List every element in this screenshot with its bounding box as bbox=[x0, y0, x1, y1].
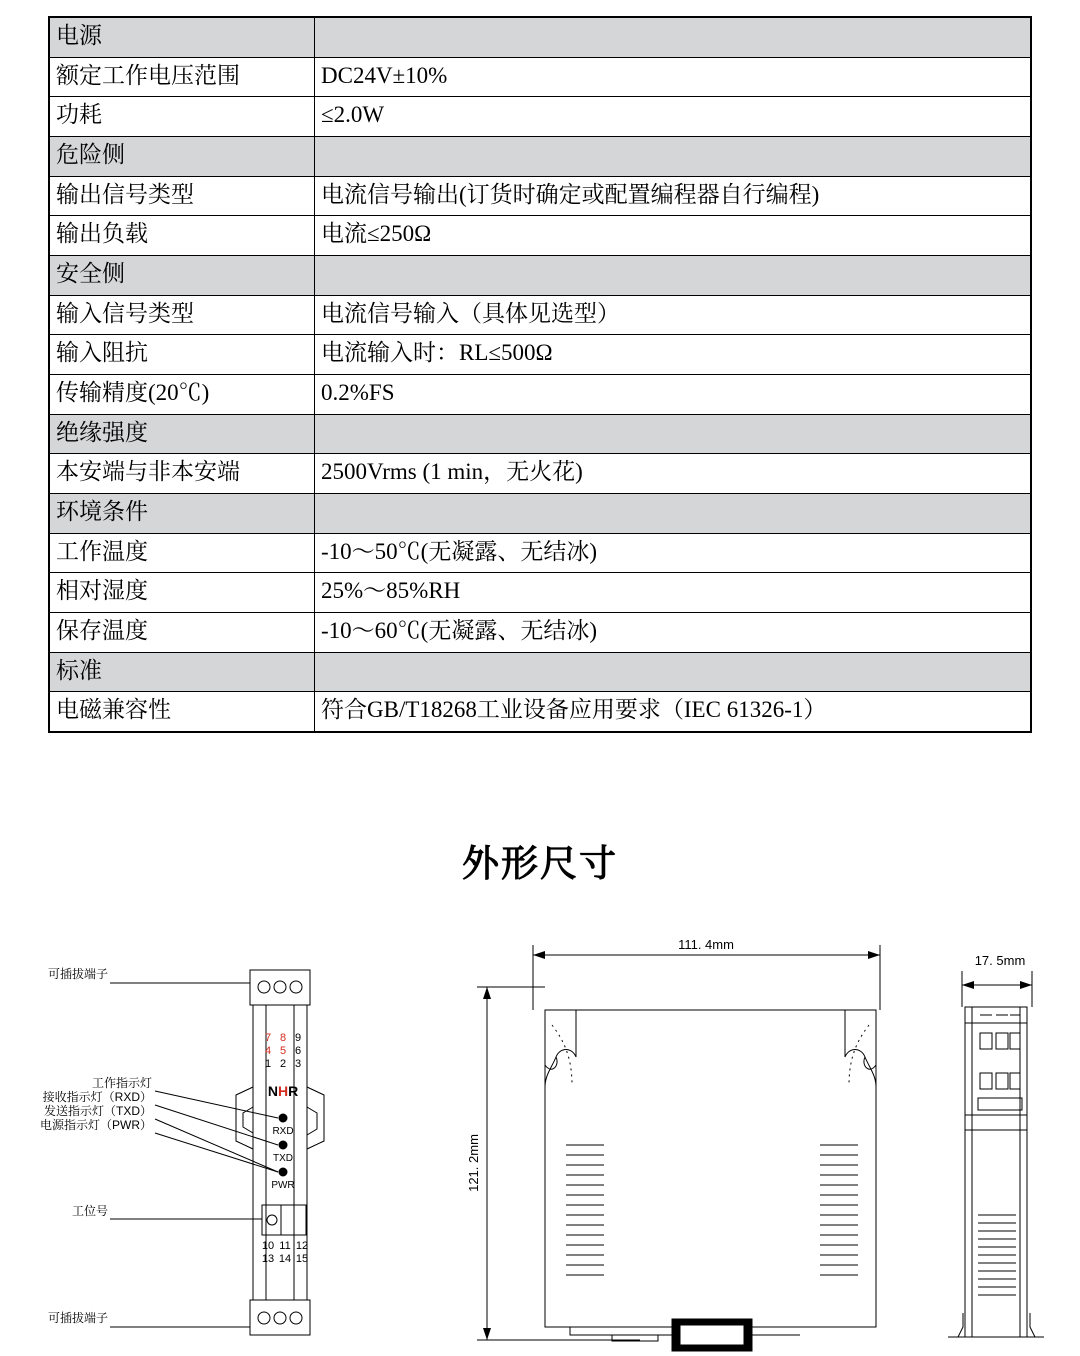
spec-label: 绝缘强度 bbox=[49, 414, 315, 454]
led-label-rxd: RXD bbox=[272, 1126, 294, 1137]
spec-value: 2500Vrms (1 min，无火花) bbox=[315, 454, 1032, 494]
spec-value bbox=[315, 493, 1032, 533]
pin-11: 11 bbox=[279, 1240, 291, 1252]
specifications-table bbox=[48, 16, 1032, 733]
spec-data-row bbox=[49, 454, 1031, 494]
callout-rx-lamp: 接收指示灯（RXD） bbox=[42, 1090, 152, 1104]
spec-value: 电流信号输入（具体见选型） bbox=[315, 295, 1032, 335]
spec-value: 符合GB/T18268工业设备应用要求（IEC 61326-1） bbox=[315, 692, 1032, 732]
pin-10: 10 bbox=[261, 1240, 275, 1252]
pin-2: 2 bbox=[279, 1058, 287, 1070]
pin-7: 7 bbox=[264, 1032, 272, 1044]
dimensions-section-title: 外形尺寸 bbox=[462, 843, 618, 884]
callout-tag-no: 工位号 bbox=[71, 1204, 108, 1218]
spec-data-row bbox=[49, 692, 1031, 732]
dimension-width: 111. 4mm bbox=[678, 937, 734, 952]
dimension-depth: 17. 5mm bbox=[974, 953, 1026, 968]
spec-value: 电流≤250Ω bbox=[315, 216, 1032, 256]
spec-data-row bbox=[49, 57, 1031, 97]
callout-pwr-lamp: 电源指示灯（PWR） bbox=[40, 1118, 152, 1132]
spec-data-row bbox=[49, 374, 1031, 414]
spec-label: 功耗 bbox=[49, 97, 315, 137]
pin-3: 3 bbox=[294, 1058, 302, 1070]
spec-label: 本安端与非本安端 bbox=[49, 454, 315, 494]
spec-label: 输入阻抗 bbox=[49, 335, 315, 375]
spec-data-row bbox=[49, 216, 1031, 256]
spec-value bbox=[315, 652, 1032, 692]
spec-value bbox=[315, 136, 1032, 176]
spec-label: 保存温度 bbox=[49, 612, 315, 652]
pin-5: 5 bbox=[279, 1045, 287, 1057]
spec-label: 安全侧 bbox=[49, 255, 315, 295]
specifications-table-body bbox=[49, 17, 1031, 732]
callout-top-terminal: 可插拔端子 bbox=[47, 967, 108, 981]
spec-value: 0.2%FS bbox=[315, 374, 1032, 414]
spec-label: 输入信号类型 bbox=[49, 295, 315, 335]
spec-value: -10～50℃(无凝露、无结冰) bbox=[315, 533, 1032, 573]
pin-6: 6 bbox=[294, 1045, 302, 1057]
led-label-pwr: PWR bbox=[271, 1180, 295, 1191]
spec-value: DC24V±10% bbox=[315, 57, 1032, 97]
specifications-table-container bbox=[48, 16, 1032, 733]
spec-label: 相对湿度 bbox=[49, 573, 315, 613]
pin-9: 9 bbox=[294, 1032, 302, 1044]
spec-label: 危险侧 bbox=[49, 136, 315, 176]
spec-value bbox=[315, 414, 1032, 454]
spec-label: 工作温度 bbox=[49, 533, 315, 573]
spec-label: 电磁兼容性 bbox=[49, 692, 315, 732]
spec-value bbox=[315, 17, 1032, 57]
spec-value: ≤2.0W bbox=[315, 97, 1032, 137]
callout-work-lamp: 工作指示灯 bbox=[91, 1076, 152, 1090]
spec-data-row bbox=[49, 295, 1031, 335]
brand-logo: NHR bbox=[267, 1083, 299, 1099]
spec-data-row bbox=[49, 335, 1031, 375]
spec-value: 25%～85%RH bbox=[315, 573, 1032, 613]
spec-section-row bbox=[49, 17, 1031, 57]
spec-section-row bbox=[49, 136, 1031, 176]
spec-value: 电流输入时：RL≤500Ω bbox=[315, 335, 1032, 375]
spec-section-row bbox=[49, 493, 1031, 533]
pin-14: 14 bbox=[278, 1253, 292, 1265]
spec-label: 输出负载 bbox=[49, 216, 315, 256]
spec-label: 电源 bbox=[49, 17, 315, 57]
spec-label: 输出信号类型 bbox=[49, 176, 315, 216]
spec-value: -10～60℃(无凝露、无结冰) bbox=[315, 612, 1032, 652]
callout-bottom-terminal: 可插拔端子 bbox=[47, 1311, 108, 1325]
spec-section-row bbox=[49, 414, 1031, 454]
led-label-txd: TXD bbox=[273, 1153, 293, 1164]
pin-1: 1 bbox=[264, 1058, 272, 1070]
spec-value: 电流信号输出(订货时确定或配置编程器自行编程) bbox=[315, 176, 1032, 216]
spec-value bbox=[315, 255, 1032, 295]
spec-data-row bbox=[49, 176, 1031, 216]
pin-13: 13 bbox=[261, 1253, 275, 1265]
pin-8: 8 bbox=[279, 1032, 287, 1044]
spec-section-row bbox=[49, 255, 1031, 295]
dimension-height: 121. 2mm bbox=[466, 1134, 481, 1192]
spec-label: 环境条件 bbox=[49, 493, 315, 533]
outline-dimension-drawing bbox=[0, 915, 1080, 1356]
spec-data-row bbox=[49, 612, 1031, 652]
pin-12: 12 bbox=[295, 1240, 309, 1252]
spec-section-row bbox=[49, 652, 1031, 692]
spec-label: 传输精度(20℃) bbox=[49, 374, 315, 414]
spec-label: 标准 bbox=[49, 652, 315, 692]
spec-data-row bbox=[49, 533, 1031, 573]
spec-data-row bbox=[49, 97, 1031, 137]
pin-15: 15 bbox=[295, 1253, 309, 1265]
pin-4: 4 bbox=[264, 1045, 272, 1057]
spec-data-row bbox=[49, 573, 1031, 613]
spec-label: 额定工作电压范围 bbox=[49, 57, 315, 97]
callout-tx-lamp: 发送指示灯（TXD） bbox=[43, 1104, 152, 1118]
